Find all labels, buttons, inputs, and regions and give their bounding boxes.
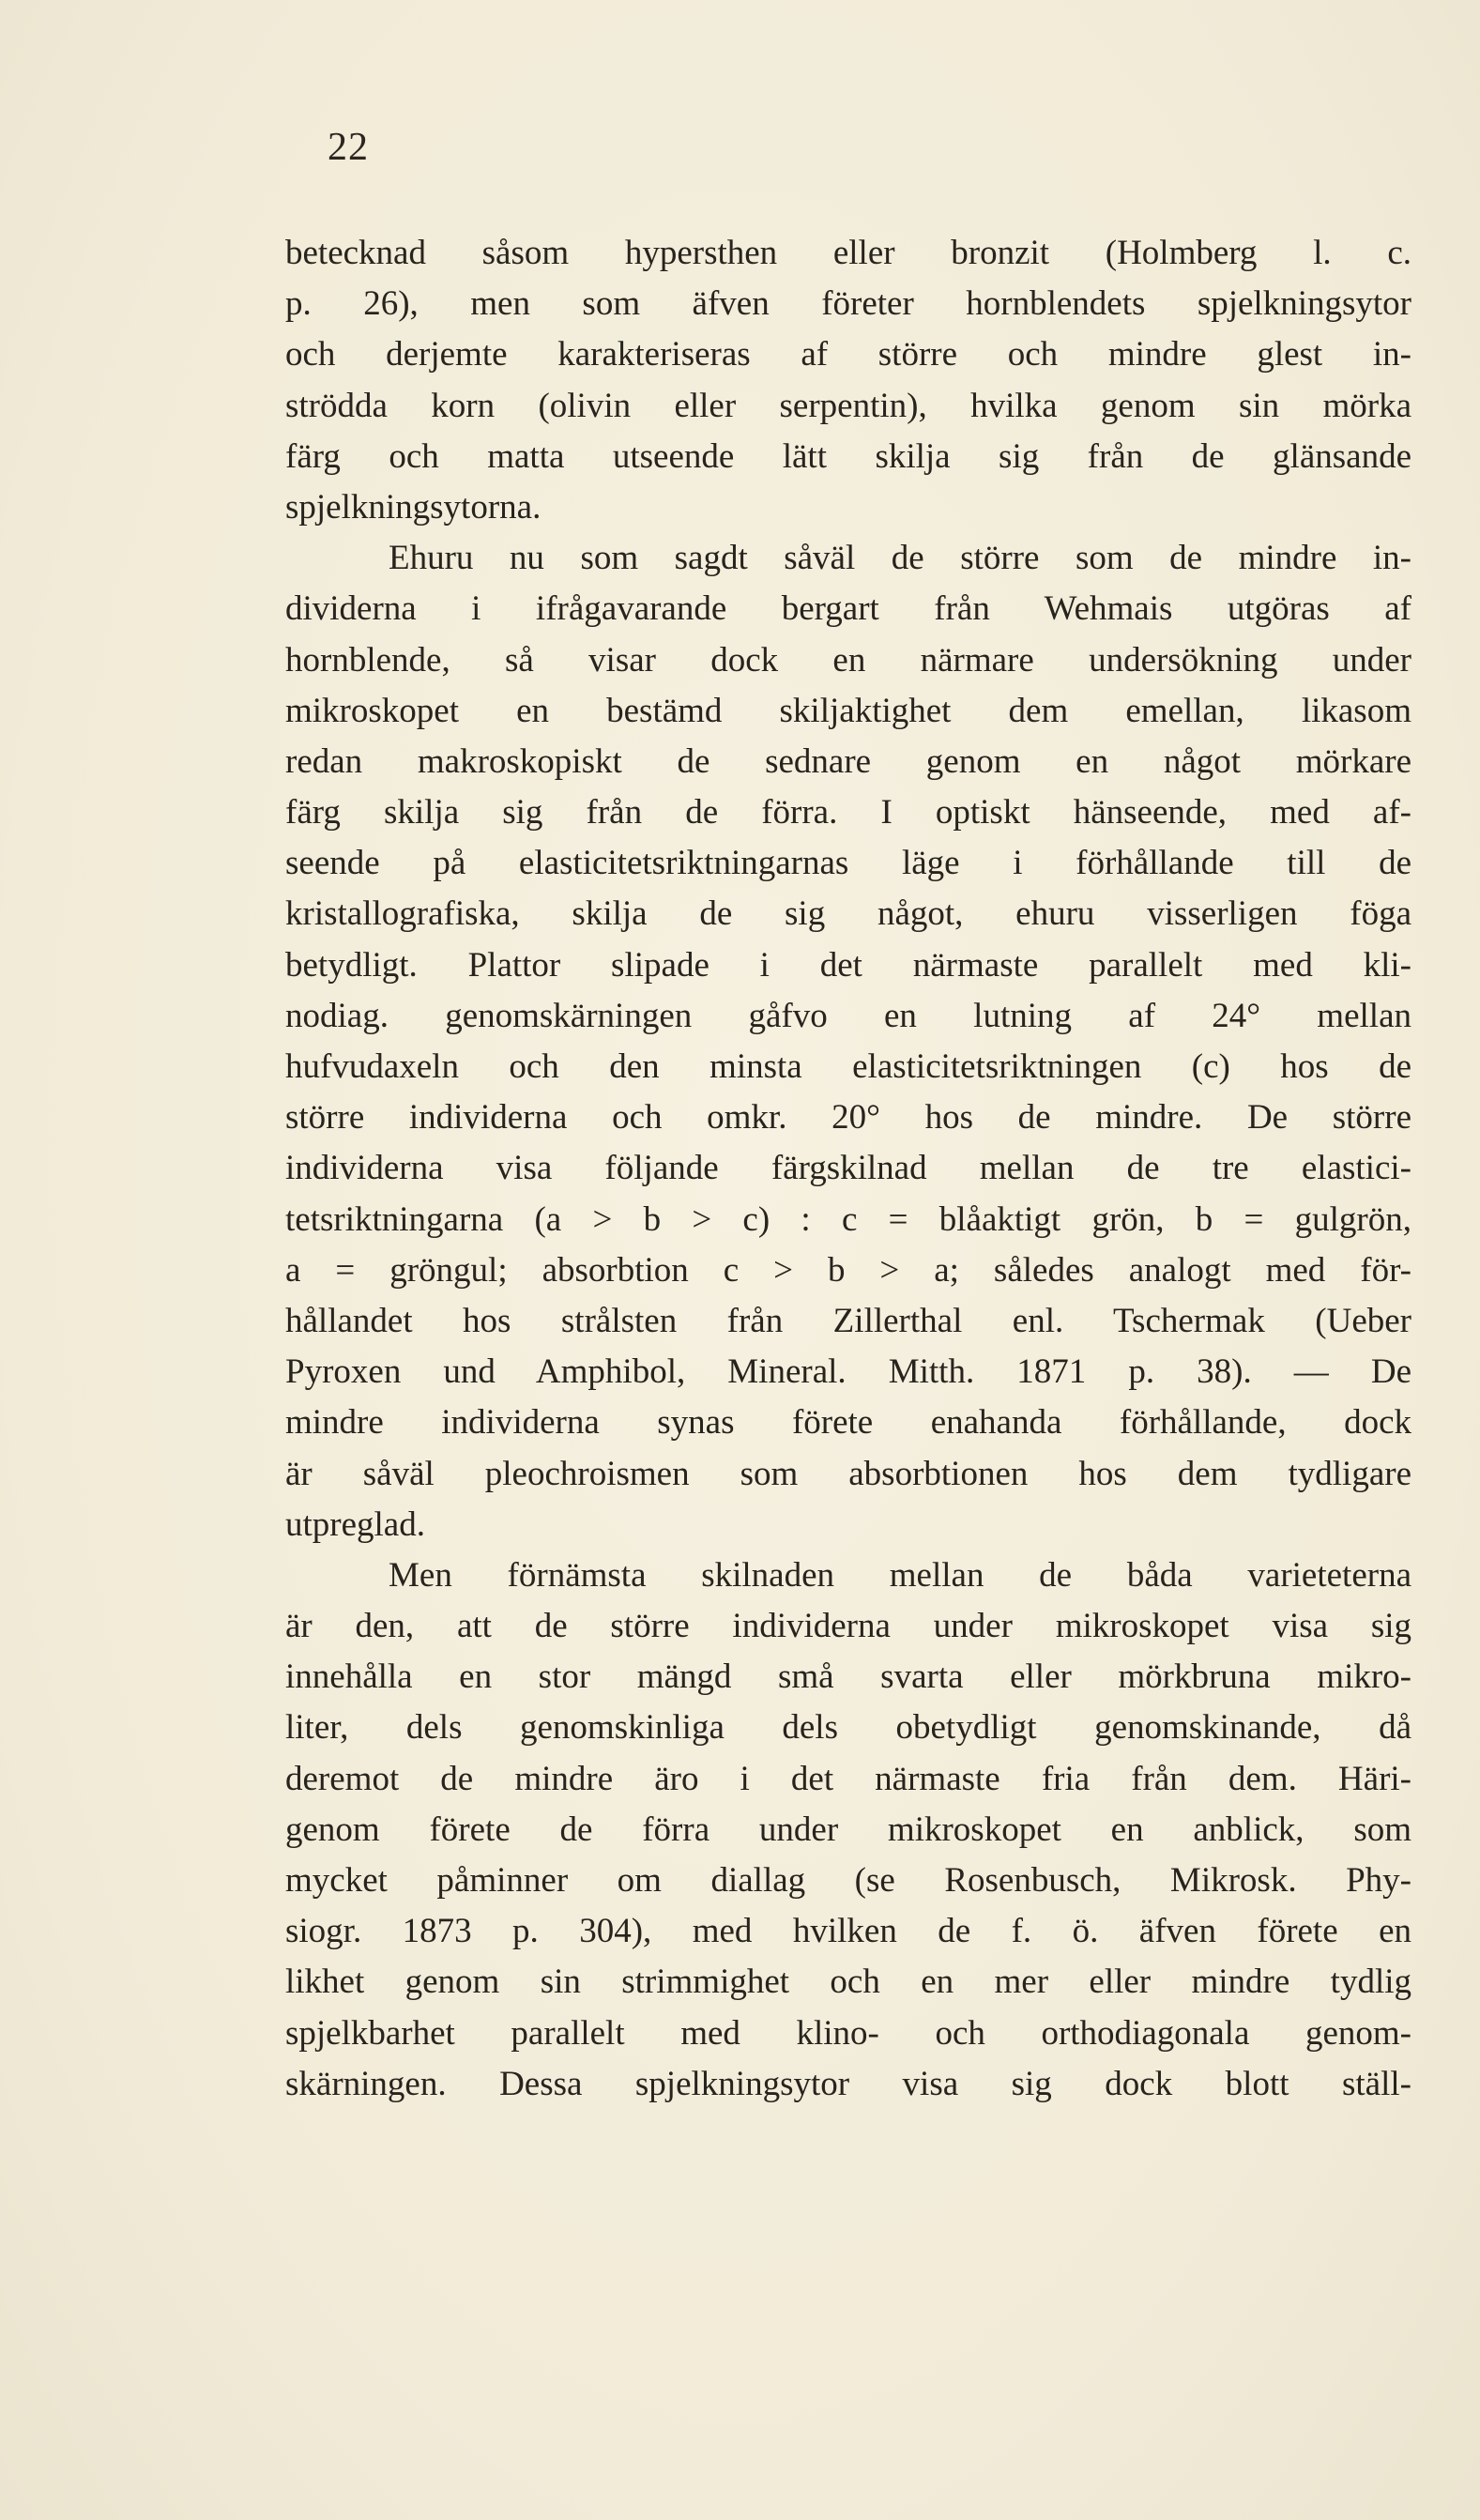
text-line: utpreglad. [285, 1504, 425, 1544]
text-line: Pyroxen und Amphibol, Mineral. Mitth. 1871 p. 38). — De [285, 1352, 1411, 1392]
text-line: dividerna i ifrågavarande bergart från Wehmais utgöras af [285, 589, 1411, 629]
page-number: 22 [328, 126, 369, 169]
text-line: p. 26), men som äfven företer hornblendets spjelkningsytor [285, 284, 1411, 324]
text-line: färg skilja sig från de förra. I optiskt hänseende, med af- [285, 793, 1411, 832]
text-line: mycket påminner om diallag (se Rosenbusch, Mikrosk. Phy- [285, 1861, 1411, 1900]
text-line: färg och matta utseende lätt skilja sig från de glänsande [285, 436, 1411, 476]
text-line: betecknad såsom hypersthen eller bronzit (Holmberg l. c. [285, 234, 1411, 272]
text-line: siogr. 1873 p. 304), med hvilken de f. ö. äfven förete en [285, 1912, 1411, 1951]
text-line: hållandet hos strålsten från Zillerthal enl. Tschermak (Ueber [285, 1301, 1411, 1340]
text-line: individerna visa följande färgskilnad mellan de tre elastici- [285, 1149, 1411, 1188]
text-line: större individerna och omkr. 20° hos de mindre. De större [285, 1098, 1411, 1138]
text-line: Men förnämsta skilnaden mellan de båda varieteterna [389, 1555, 1411, 1595]
body-text [285, 228, 1411, 2110]
text-line: betydligt. Plattor slipade i det närmaste parallelt med kli- [285, 945, 1411, 985]
text-line: nodiag. genomskärningen gåfvo en lutning af 24° mellan [285, 996, 1411, 1035]
text-line: mikroskopet en bestämd skiljaktighet dem emellan, likasom [285, 691, 1411, 730]
text-line: mindre individerna synas förete enahanda förhållande, dock [285, 1403, 1411, 1443]
text-line: spjelkningsytorna. [285, 487, 542, 527]
text-line: hufvudaxeln och den minsta elasticitetsriktningen (c) hos de [285, 1047, 1411, 1086]
text-line: hornblende, så visar dock en närmare undersökning under [285, 640, 1411, 680]
text-line: skärningen. Dessa spjelkningsytor visa sig dock blott ställ- [285, 2064, 1411, 2103]
text-line: spjelkbarhet parallelt med klino- och orthodiagonala genom- [285, 2013, 1411, 2053]
text-line: och derjemte karakteriseras af större och mindre glest in- [285, 335, 1411, 374]
text-line: liter, dels genomskinliga dels obetydligt genomskinande, då [285, 1708, 1411, 1748]
text-line: är såväl pleochroismen som absorbtionen hos dem tydligare [285, 1454, 1411, 1493]
text-line: tetsriktningarna (a > b > c) : c = blåaktigt grön, b = gulgrön, [285, 1199, 1411, 1239]
text-line: är den, att de större individerna under mikroskopet visa sig [285, 1607, 1411, 1646]
text-line: innehålla en stor mängd små svarta eller mörkbruna mikro- [285, 1657, 1411, 1697]
text-line: Ehuru nu som sagdt såväl de större som de mindre in- [389, 539, 1411, 578]
text-line: genom förete de förra under mikroskopet en anblick, som [285, 1810, 1411, 1849]
text-line: kristallografiska, skilja de sig något, ehuru visserligen föga [285, 894, 1411, 934]
text-line: seende på elasticitetsriktningarnas läge i förhållande till de [285, 844, 1411, 883]
text-line: a = gröngul; absorbtion c > b > a; således analogt med för- [285, 1250, 1411, 1290]
text-line: deremot de mindre äro i det närmaste fria från dem. Häri- [285, 1759, 1411, 1798]
text-line: likhet genom sin strimmighet och en mer eller mindre tydlig [285, 1963, 1411, 2002]
text-line: redan makroskopiskt de sednare genom en något mörkare [285, 741, 1411, 781]
text-line: strödda korn (olivin eller serpentin), hvilka genom sin mörka [285, 386, 1411, 425]
